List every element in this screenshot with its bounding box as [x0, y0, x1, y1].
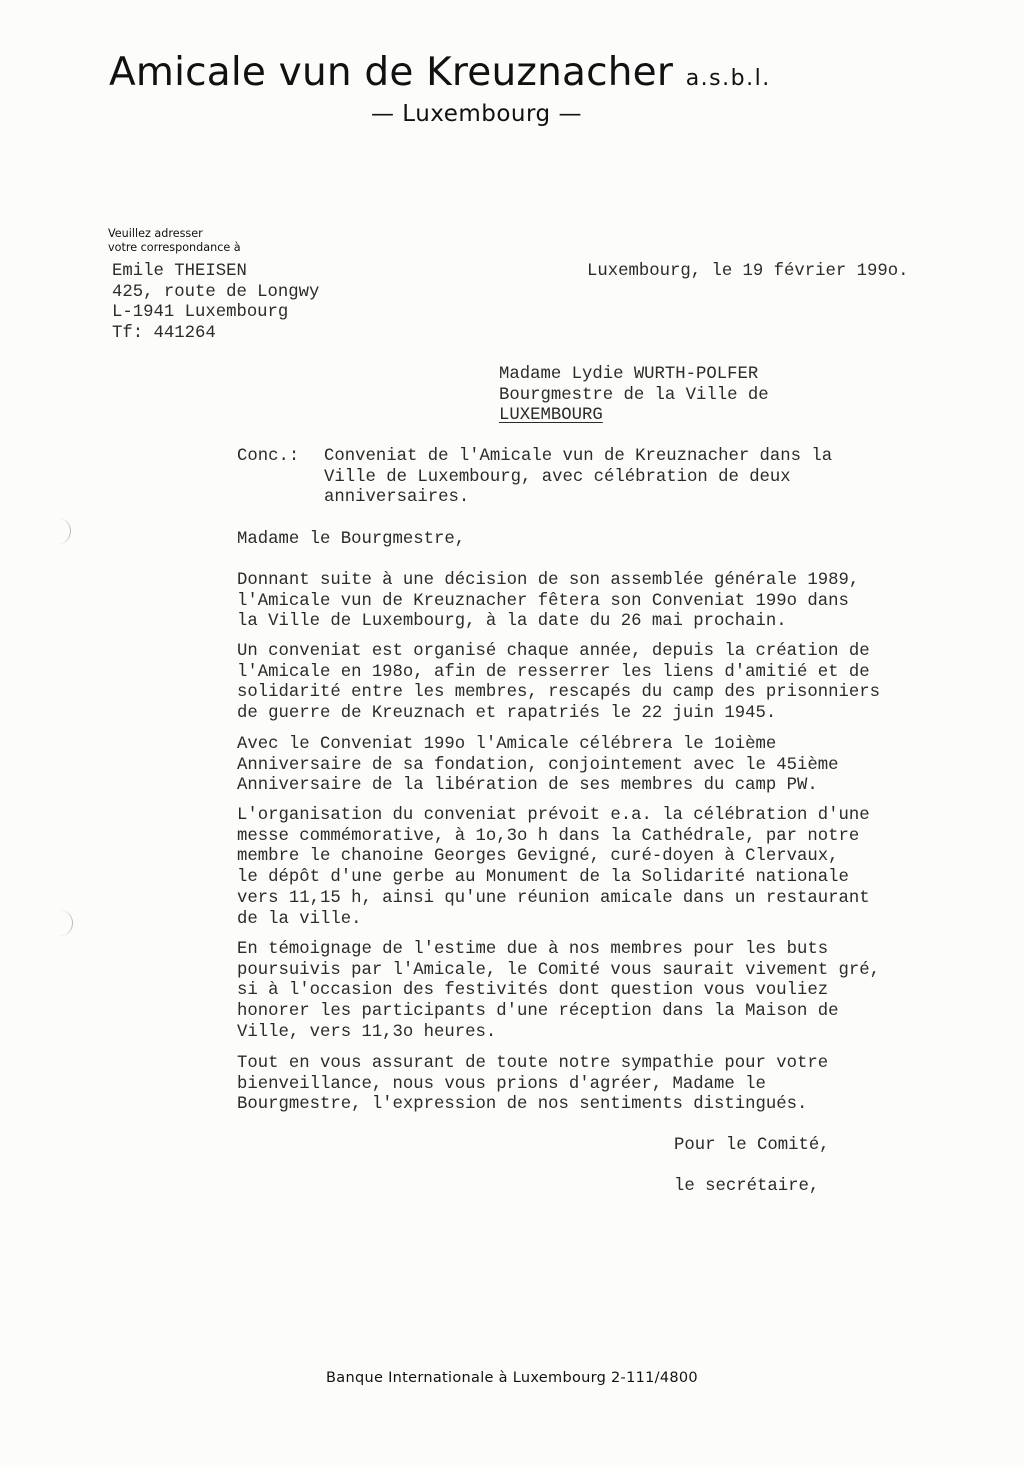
address-note-line: Veuillez adresser — [108, 227, 203, 240]
salutation: Madame le Bourgmestre, — [237, 530, 466, 549]
sender-line: Emile THEISEN — [112, 262, 247, 281]
subject-line: Ville de Luxembourg, avec célébration de deux — [324, 467, 791, 487]
paragraph-line: membre le chanoine Georges Gevigné, curé-doyen à Clervaux, — [237, 847, 839, 867]
paragraph-line: l'Amicale en 198o, afin de resserrer les liens d'amitié et de — [237, 662, 870, 682]
body-paragraph — [237, 642, 880, 725]
organization-name: Amicale vun de Kreuznacher — [109, 50, 674, 95]
recipient-line: Bourgmestre de la Ville de — [499, 385, 769, 405]
paragraph-line: Tout en vous assurant de toute notre sympathie pour votre — [237, 1054, 829, 1073]
sender-address — [112, 262, 319, 345]
paragraph-line: solidarité entre les membres, rescapés du camp des prisonniers — [237, 683, 880, 703]
sender-line: Tf: 441264 — [112, 324, 216, 344]
paragraph-line: Donnant suite à une décision de son assemblée générale 1989, — [237, 571, 860, 590]
paragraph-line: le dépôt d'une gerbe au Monument de la Solidarité nationale — [237, 868, 849, 888]
paragraph-line: de guerre de Kreuznach et rapatriés le 22 juin 1945. — [237, 704, 777, 724]
paragraph-line: En témoignage de l'estime due à nos membres pour les buts — [237, 940, 829, 959]
closing-signature-title: le secrétaire, — [674, 1177, 820, 1196]
body-paragraph — [237, 735, 839, 797]
paragraph-line: bienveillance, nous vous prions d'agréer, Madame le — [237, 1074, 766, 1094]
paragraph-line: honorer les participants d'une réception dans la Maison de — [237, 1002, 839, 1022]
sender-line: L-1941 Luxembourg — [112, 303, 289, 323]
sender-line: 425, route de Longwy — [112, 282, 320, 302]
closing-line: Pour le Comité, — [674, 1136, 830, 1155]
letter-date: Luxembourg, le 19 février 199o. — [587, 262, 909, 281]
paragraph-line: poursuivis par l'Amicale, le Comité vous saurait vivement gré, — [237, 960, 880, 980]
subject-line: anniversaires. — [324, 488, 470, 508]
body-paragraph — [237, 940, 880, 1044]
recipient-line: Madame Lydie WURTH-POLFER — [499, 365, 759, 384]
address-note-line: votre correspondance à — [108, 241, 241, 254]
punch-hole-mark — [56, 518, 71, 544]
paragraph-line: l'Amicale vun de Kreuznacher fêtera son Conveniat 199o dans — [237, 591, 849, 611]
body-paragraph — [237, 806, 870, 930]
recipient-line — [499, 406, 769, 427]
paragraph-line: Anniversaire de sa fondation, conjointement avec le 45ième — [237, 755, 839, 775]
paragraph-line: L'organisation du conveniat prévoit e.a. la célébration d'une — [237, 806, 870, 825]
paragraph-line: Anniversaire de la libération de ses membres du camp PW. — [237, 776, 818, 796]
paragraph-line: Avec le Conveniat 199o l'Amicale célébrera le 1oième — [237, 735, 777, 754]
body-paragraph — [237, 1054, 828, 1116]
letterhead-city: — Luxembourg — — [371, 101, 582, 127]
recipient-city: LUXEMBOURG — [499, 406, 603, 426]
organization-legal-suffix: a.s.b.l. — [685, 66, 771, 91]
paragraph-line: vers 11,15 h, ainsi qu'une réunion amicale dans un restaurant — [237, 888, 870, 908]
paragraph-line: la Ville de Luxembourg, à la date du 26 mai prochain. — [237, 612, 787, 632]
body-paragraph — [237, 571, 859, 633]
address-note — [108, 227, 241, 255]
subject-label: Conc.: — [237, 447, 300, 466]
subject-text — [324, 447, 832, 509]
letterhead-title — [109, 50, 771, 95]
punch-hole-mark — [58, 910, 73, 936]
paragraph-line: de la ville. — [237, 909, 362, 929]
recipient-address — [499, 365, 769, 427]
footer-bank-details: Banque Internationale à Luxembourg 2-111/4800 — [326, 1370, 698, 1386]
subject-line: Conveniat de l'Amicale vun de Kreuznacher dans la — [324, 447, 833, 466]
paragraph-line: Un conveniat est organisé chaque année, depuis la création de — [237, 642, 870, 661]
paragraph-line: Bourgmestre, l'expression de nos sentiments distingués. — [237, 1095, 808, 1115]
paragraph-line: Ville, vers 11,3o heures. — [237, 1022, 497, 1042]
paragraph-line: messe commémorative, à 1o,3o h dans la Cathédrale, par notre — [237, 826, 860, 846]
paragraph-line: si à l'occasion des festivités dont question vous vouliez — [237, 981, 829, 1001]
